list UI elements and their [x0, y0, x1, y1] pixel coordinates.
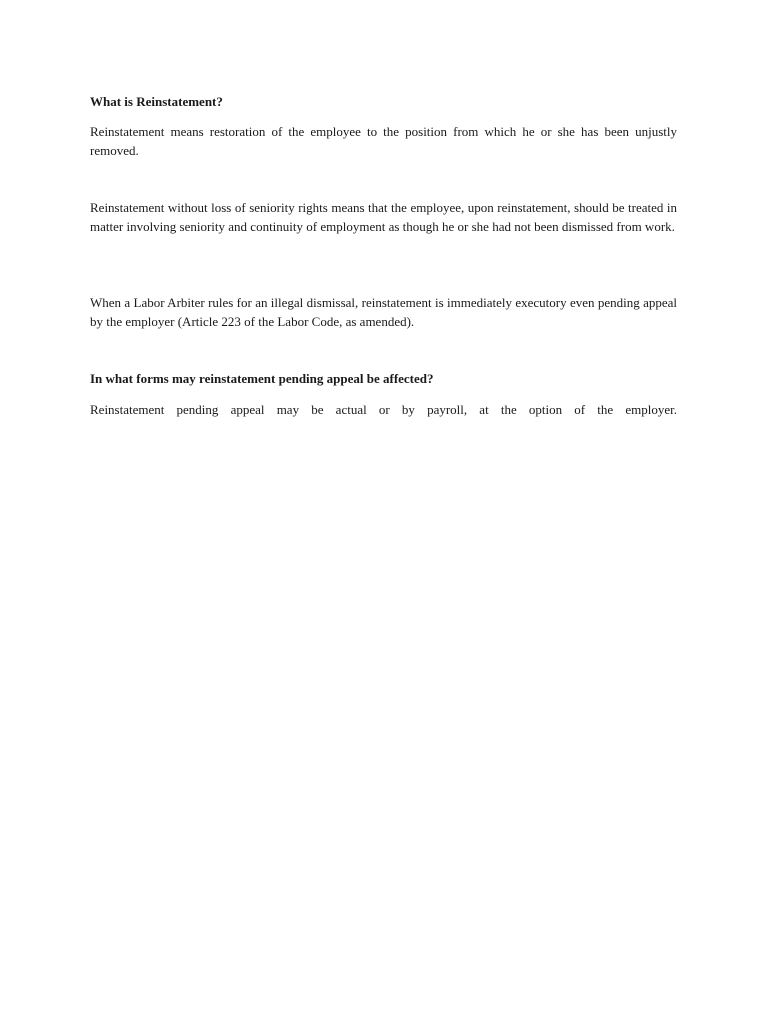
section-heading: In what forms may reinstatement pending appeal be affected?: [90, 371, 434, 386]
paragraph: Reinstatement means restoration of the employee to the position from which he or she has been unjustly removed.: [90, 124, 677, 158]
paragraph: Reinstatement without loss of seniority rights means that the employee, upon reinstatement, should be treated in matter involving seniority and continuity of employment as though he or she had not been dismissed from work.: [90, 200, 677, 234]
paragraph: When a Labor Arbiter rules for an illegal dismissal, reinstatement is immediately executory even pending appeal by the employer (Article 223 of the Labor Code, as amended).: [90, 295, 677, 329]
section-heading: What is Reinstatement?: [90, 94, 223, 109]
paragraph: Reinstatement pending appeal may be actual or by payroll, at the option of the employer.: [90, 402, 677, 417]
